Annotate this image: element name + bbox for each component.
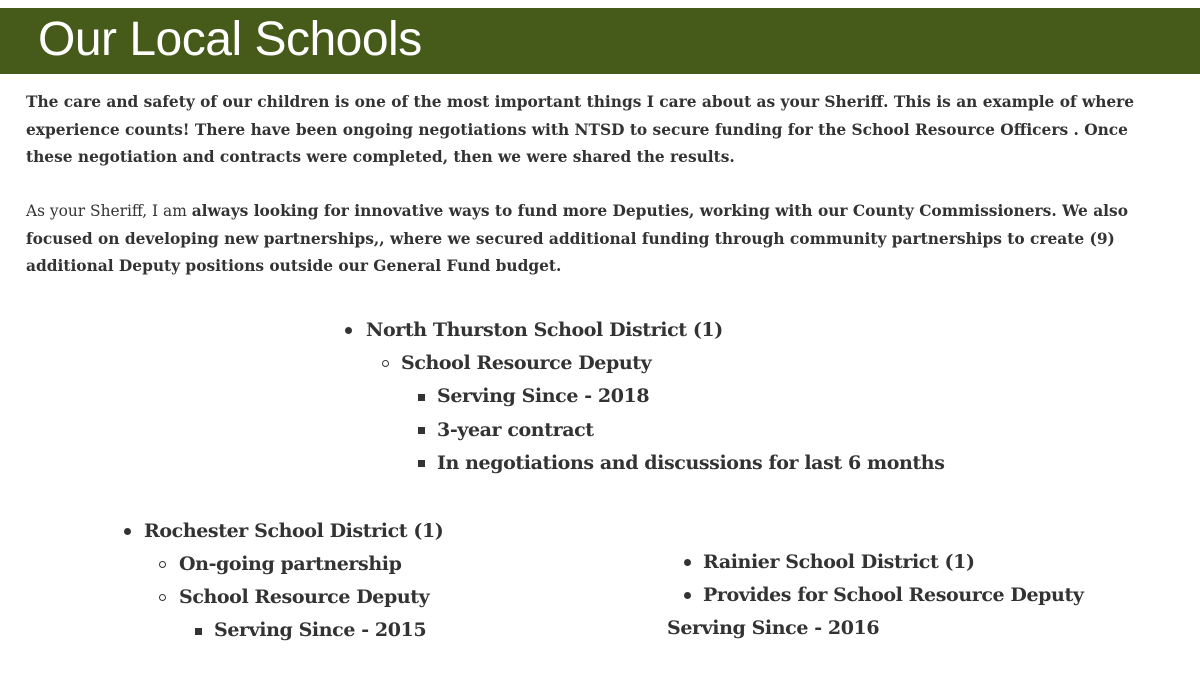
bullet-square-icon (418, 394, 425, 401)
list-item-north-thurston-detail-2: 3-year contract (437, 419, 594, 441)
intro-paragraph-2-lead: As your Sheriff, I am (26, 202, 192, 220)
list-item-north-thurston-role: School Resource Deputy (401, 352, 652, 374)
list-item-north-thurston-district: North Thurston School District (1) (366, 319, 723, 341)
bullet-square-icon (418, 427, 425, 434)
list-item-rochester-district: Rochester School District (1) (144, 520, 444, 542)
bullet-circle-icon (382, 360, 389, 367)
intro-paragraph-2-bold: always looking for innovative ways to fund more Deputies, working with our County Commissioners. We also focused on developing new partnerships,, where we secured additional funding through community partnerships to create (9) additional Deputy positions outside our General Fund budget. (26, 202, 1128, 276)
rainier-serving-text: Serving Since - 2016 (667, 617, 880, 639)
bullet-square-icon (418, 460, 425, 467)
intro-paragraph-2 (26, 198, 1176, 281)
header-banner (0, 8, 1200, 74)
list-item-rochester-partnership: On-going partnership (179, 553, 402, 575)
bullet-circle-icon (159, 594, 166, 601)
list-item-rochester-role: School Resource Deputy (179, 586, 430, 608)
bullet-disc-icon (684, 559, 691, 566)
list-item-rochester-detail: Serving Since - 2015 (214, 619, 427, 641)
page-title: Our Local Schools (38, 13, 422, 66)
bullet-circle-icon (159, 561, 166, 568)
bullet-disc-icon (684, 592, 691, 599)
list-item-north-thurston-detail-3: In negotiations and discussions for last 6 months (437, 452, 945, 474)
list-item-north-thurston-detail-1: Serving Since - 2018 (437, 385, 650, 407)
bullet-disc-icon (124, 528, 131, 535)
list-item-rainier-district: Rainier School District (1) (703, 551, 975, 573)
bullet-disc-icon (345, 327, 352, 334)
list-item-rainier-provides: Provides for School Resource Deputy (703, 584, 1084, 606)
bullet-square-icon (195, 628, 202, 635)
intro-paragraph-1: The care and safety of our children is one of the most important things I care about as your Sheriff. This is an example of where experience counts! There have been ongoing negotiations with NTSD to secure funding for the School Resource Officers . Once these negotiation and contracts were completed, then we were shared the results. (26, 93, 1135, 167)
